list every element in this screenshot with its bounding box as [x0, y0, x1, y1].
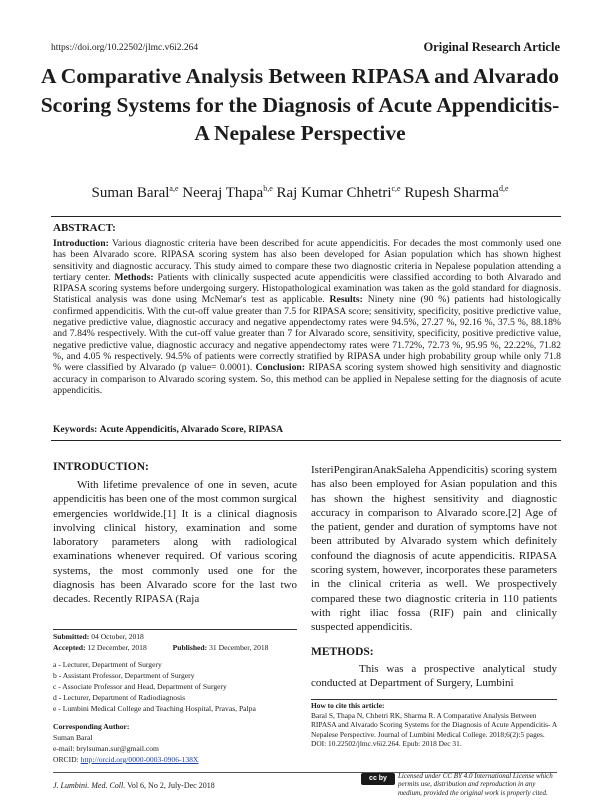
- abstract-results-label: Results:: [329, 294, 363, 306]
- journal-name: J. Lumbini. Med. Coll.: [53, 781, 126, 790]
- abstract-methods-text: Patients with clinically suspected acute appendicitis were classified according to both Alvarado and RIPASA scoring systems before undergoing surgery. Histopathological examination was taken as the gold standard for diagnosis. Statistical analysis was done using McNemar's test as applicable.: [53, 271, 562, 306]
- submitted-label: Submitted:: [53, 632, 90, 641]
- methods-text: This was a prospective analytical study conducted at Department of Surgery, Lumbini: [311, 663, 557, 690]
- corresponding-email[interactable]: e-mail: brylsuman.sur@gmail.com: [53, 744, 159, 753]
- keywords-label: Keywords:: [53, 425, 98, 435]
- abstract-methods-label: Methods:: [114, 271, 154, 283]
- paper-title: A Comparative Analysis Between RIPASA and Alvarado Scoring Systems for the Diagnosis of Acute Appendicitis- A Nepalese Perspective: [40, 64, 560, 145]
- abstract-conclusion-label: Conclusion:: [255, 362, 306, 374]
- keywords: [53, 425, 283, 435]
- abstract-intro-label: Introduction:: [53, 238, 109, 249]
- cite-divider: [311, 699, 557, 700]
- corresponding-heading: Corresponding Author:: [53, 722, 130, 731]
- author-name: Neeraj Thapa: [182, 185, 264, 201]
- doi-link[interactable]: https://doi.org/10.22502/jlmc.v6i2.264: [51, 43, 199, 53]
- affiliation-e: e - Lumbini Medical College and Teaching Hospital, Pravas, Palpa: [53, 704, 256, 713]
- corresponding-name: Suman Baral: [53, 733, 93, 742]
- abstract-results-text: Ninety nine (90 %) patients had histologically confirmed appendicitis. With the cut-off value greater than 7.5 for RIPASA score; sensitivity, specificity, positive predictive value, negative predictive value, diagnostic accuracy and negative appendectomy rates were 94.5%, 27.27 %, 92.16 %, 37.5 %, 88.18% and 7.84% respectively. With the cut-off value greater than 7 for Alvarado score, sensitivity, specificity, positive predictive value, negative predictive value, diagnostic accuracy and negative appendectomy rates were 71.72%, 72.73 %, 95.95 %, 22.22%, 71.82 %, and 4.05 % respectively. 94.5% of patients were correctly stratified by RIPASA under high probability group while only 71.8 % were classified by Alvarado (p value= 0.0001).: [53, 294, 561, 374]
- author-affiliation: b,e: [263, 184, 273, 193]
- accepted-value: 12 December, 2018: [87, 643, 147, 652]
- accepted-label: Accepted:: [53, 643, 86, 652]
- author-name: Suman Baral: [91, 185, 170, 201]
- abstract-heading: ABSTRACT:: [53, 222, 116, 234]
- introduction-right-text: IsteriPengiranAnakSaleha Appendicitis) scoring system has also been employed for Asian population and this has shown the highest sensitivity and diagnostic accuracy in comparison to Alvarado score.[2] Age of the patient, gender and duration of symptoms have not been attributed by Alvarado system which definitely confound the diagnosis of acute appendicitis. RIPASA scoring system, however, incorporates these parameters in the clinical criteria as well. We prospectively compared these two diagnostic criteria in 110 patients with right iliac fossa (RIF) pain and clinically suspected appendicitis.: [311, 464, 557, 634]
- author-name: Raj Kumar Chhetri: [276, 185, 392, 201]
- affiliation-b: b - Assistant Professor, Department of Surgery: [53, 671, 195, 680]
- cite-text: Baral S, Thapa N, Chhetri RK, Sharma R. A Comparative Analysis Between RIPASA and Alvarado Scoring Systems for the Diagnosis of Acute Appendicitis- A Nepalese Perspective. Journal of Lumbini Medical College. 2018;6(2):5 pages. DOI: 10.22502/jlmc.v6i2.264. Epub: 2018 Dec 31.: [311, 710, 557, 749]
- author-affiliation: a,e: [169, 184, 179, 193]
- footnote-divider: [53, 629, 297, 630]
- author-affiliation: c,e: [391, 184, 401, 193]
- published-value: 31 December, 2018: [209, 643, 269, 652]
- article-type: Original Research Article: [423, 40, 560, 54]
- submitted-date: [53, 632, 303, 642]
- keywords-text: Acute Appendicitis, Alvarado Score, RIPASA: [99, 425, 284, 435]
- orcid-link[interactable]: http://orcid.org/0000-0003-0906-138X: [80, 755, 199, 764]
- abstract-body: [53, 238, 561, 396]
- accepted-published-dates: [53, 643, 303, 653]
- methods-heading: METHODS:: [311, 646, 374, 658]
- license-text: Licensed under CC BY 4.0 International License which permits use, distribution and reproduction in any medium, provided the original work is properly cited.: [398, 772, 553, 797]
- corresponding-orcid: [53, 755, 303, 765]
- published-label: Published:: [172, 643, 208, 652]
- introduction-left-text: With lifetime prevalence of one in seven, acute appendicitis has been one of the most common surgical emergencies worldwide.[1] It is a clinical diagnosis involving clinical history, examination and some laboratory parameters along with radiological examinations whenever required. Of various scoring systems, the most commonly used one for the diagnosis has been Alvarado score for the last two decades. Recently RIPASA (Raja: [53, 479, 297, 606]
- orcid-label: ORCID:: [53, 755, 79, 764]
- cc-license-icon[interactable]: cc by: [361, 773, 395, 785]
- author-list: [40, 184, 560, 202]
- journal-footer: [53, 781, 215, 790]
- journal-issue: Vol 6, No 2, July-Dec 2018: [127, 781, 215, 790]
- abstract-conclusion-text: RIPASA scoring system showed high sensitivity and diagnostic accuracy in comparison to Alvarado scoring system. So, this method can be applied in Nepalese setting for the diagnosis of acute appendicitis.: [53, 362, 562, 396]
- affiliation-d: d - Lecturer, Department of Radiodiagnosis: [53, 693, 186, 702]
- author-name: Rupesh Sharma: [404, 185, 499, 201]
- cite-heading: How to cite this article:: [311, 701, 385, 710]
- how-to-cite: [311, 701, 557, 749]
- affiliation-a: a - Lecturer, Department of Surgery: [53, 660, 162, 669]
- abstract-intro-text: Various diagnostic criteria have been described for acute appendicitis. For decades the most commonly used one has been Alvarado score. RIPASA scoring system has also been developed for Asian population which has shown highest sensitivity and diagnostic accuracy. This study aimed to compare these two diagnostic criteria in Nepalese population attending a tertiary center.: [53, 238, 562, 283]
- introduction-heading: INTRODUCTION:: [53, 461, 149, 473]
- affiliation-c: c - Associate Professor and Head, Department of Surgery: [53, 682, 227, 691]
- submitted-value: 04 October, 2018: [91, 632, 144, 641]
- author-affiliation: d,e: [498, 184, 509, 193]
